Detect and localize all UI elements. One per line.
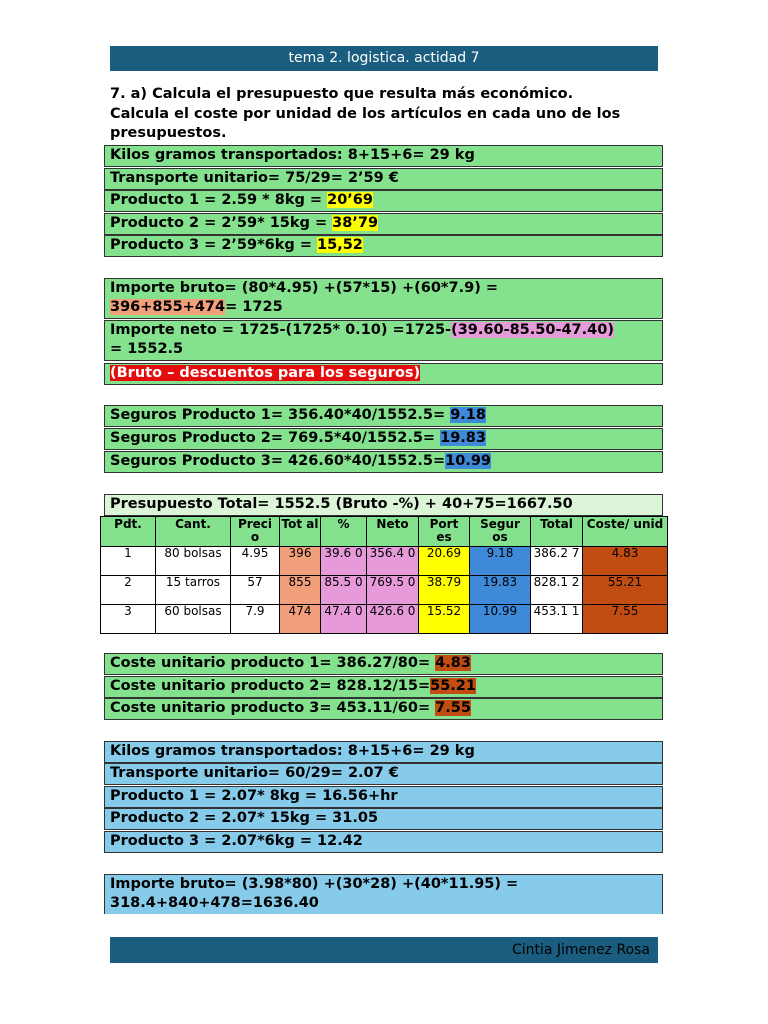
- table-row: [101, 605, 668, 634]
- table-cell: 386.2 7: [531, 547, 583, 576]
- table-cell: 7.55: [583, 605, 668, 634]
- transporte-text: Transporte unitario= 75/29= 2’59 €: [110, 170, 399, 186]
- table-header: Coste/ unid: [583, 517, 668, 547]
- table-header: Neto: [367, 517, 419, 547]
- kilos-text: Kilos gramos transportados: 8+15+6= 29 kg: [110, 147, 475, 163]
- table-cell: 769.5 0: [367, 576, 419, 605]
- importe-bruto-line1: Importe bruto= (80*4.95) +(57*15) +(60*7.9) =: [110, 280, 499, 296]
- question-line: 7. a) Calcula el presupuesto que resulta más económico.: [110, 86, 574, 102]
- table-row: [101, 576, 668, 605]
- table-cell: 38.79: [419, 576, 470, 605]
- table-cell: 60 bolsas: [156, 605, 231, 634]
- table-cell: 19.83: [470, 576, 531, 605]
- table-cell: 2: [101, 576, 156, 605]
- table-cell: 10.99: [470, 605, 531, 634]
- blue-importe-line1: Importe bruto= (3.98*80) +(30*28) +(40*11.95) =: [110, 876, 519, 892]
- blue-transporte-text: Transporte unitario= 60/29= 2.07 €: [110, 765, 399, 781]
- producto2-text: Producto 2 = 2’59* 15kg =: [110, 215, 333, 231]
- table-cell: 15.52: [419, 605, 470, 634]
- note-text: (Bruto – descuentos para los seguros): [110, 365, 421, 381]
- table-cell: 855: [280, 576, 321, 605]
- seguro2-row: [104, 428, 663, 450]
- table-header: Total: [531, 517, 583, 547]
- page-header: [110, 46, 658, 71]
- presupuesto-total-text: Presupuesto Total= 1552.5 (Bruto -%) + 40+75=1667.50: [110, 496, 573, 512]
- table-cell: 453.1 1: [531, 605, 583, 634]
- producto2-row: [104, 213, 663, 235]
- table-cell: 356.4 0: [367, 547, 419, 576]
- coste1-value: 4.83: [435, 655, 471, 671]
- blue-producto1-row: [104, 786, 663, 808]
- importe-bruto-result: = 1725: [225, 299, 283, 315]
- blue-producto1-text: Producto 1 = 2.07* 8kg = 16.56+hr: [110, 788, 398, 804]
- table-header-row: [101, 517, 668, 547]
- blue-importe-bruto-row: [104, 874, 663, 914]
- blue-producto2-text: Producto 2 = 2.07* 15kg = 31.05: [110, 810, 379, 826]
- coste3-text: Coste unitario producto 3= 453.11/60=: [110, 700, 436, 716]
- table-header: Cant.: [156, 517, 231, 547]
- blue-kilos-row: [104, 741, 663, 763]
- table-cell: 15 tarros: [156, 576, 231, 605]
- table-cell: 1: [101, 547, 156, 576]
- table-cell: 474: [280, 605, 321, 634]
- importe-bruto-highlight: 396+855+474: [110, 299, 226, 315]
- table-header: Tot al: [280, 517, 321, 547]
- blue-kilos-text: Kilos gramos transportados: 8+15+6= 29 kg: [110, 743, 475, 759]
- table-cell: 7.9: [231, 605, 280, 634]
- producto2-value: 38’79: [332, 215, 379, 231]
- question-line: presupuestos.: [110, 125, 227, 141]
- coste3-row: [104, 698, 663, 720]
- blue-producto3-row: [104, 831, 663, 853]
- table-header: Segur os: [470, 517, 531, 547]
- seguro1-row: [104, 405, 663, 427]
- table-cell: 55.21: [583, 576, 668, 605]
- producto3-row: [104, 235, 663, 257]
- table-cell: 3: [101, 605, 156, 634]
- producto3-value: 15,52: [317, 237, 363, 253]
- table-row: [101, 547, 668, 576]
- coste1-row: [104, 653, 663, 675]
- table-cell: 20.69: [419, 547, 470, 576]
- importe-bruto-row: [104, 278, 663, 319]
- table-cell: 828.1 2: [531, 576, 583, 605]
- table-cell: 39.6 0: [321, 547, 367, 576]
- table-header: Pdt.: [101, 517, 156, 547]
- header-title: tema 2. logistica. actidad 7: [288, 50, 480, 66]
- budget-table: [100, 516, 668, 634]
- table-cell: 9.18: [470, 547, 531, 576]
- seguro1-value: 9.18: [450, 407, 486, 423]
- footer-author: Cintia Jimenez Rosa: [511, 942, 650, 958]
- question-line: Calcula el coste por unidad de los artículos en cada uno de los: [110, 105, 621, 122]
- importe-neto-highlight: (39.60-85.50-47.40): [451, 322, 614, 338]
- table-cell: 57: [231, 576, 280, 605]
- table-cell: 426.6 0: [367, 605, 419, 634]
- presupuesto-total-row: [104, 494, 663, 516]
- importe-neto-row: [104, 320, 663, 361]
- table-cell: 4.83: [583, 547, 668, 576]
- producto1-value: 20’69: [327, 192, 373, 208]
- kilos-row: [104, 145, 663, 167]
- coste2-row: [104, 676, 663, 698]
- producto1-text: Producto 1 = 2.59 * 8kg =: [110, 192, 328, 208]
- table-header: Port es: [419, 517, 470, 547]
- coste1-text: Coste unitario producto 1= 386.27/80=: [110, 655, 436, 671]
- importe-neto-line2: = 1552.5: [110, 341, 184, 357]
- seguro2-text: Seguros Producto 2= 769.5*40/1552.5=: [110, 430, 441, 446]
- seguro2-value: 19.83: [440, 430, 486, 446]
- seguro3-value: 10.99: [445, 453, 492, 469]
- seguro3-text: Seguros Producto 3= 426.60*40/1552.5=: [110, 453, 446, 469]
- table-cell: 85.5 0: [321, 576, 367, 605]
- blue-producto2-row: [104, 808, 663, 830]
- blue-producto3-text: Producto 3 = 2.07*6kg = 12.42: [110, 833, 363, 849]
- table-header: %: [321, 517, 367, 547]
- blue-transporte-row: [104, 763, 663, 785]
- coste2-text: Coste unitario producto 2= 828.12/15=: [110, 678, 431, 694]
- seguro3-row: [104, 451, 663, 473]
- table-cell: 47.4 0: [321, 605, 367, 634]
- table-cell: 396: [280, 547, 321, 576]
- coste3-value: 7.55: [435, 700, 471, 716]
- producto3-text: Producto 3 = 2’59*6kg =: [110, 237, 318, 253]
- transporte-row: [104, 168, 663, 190]
- page-footer: [110, 937, 658, 963]
- seguro1-text: Seguros Producto 1= 356.40*40/1552.5=: [110, 407, 451, 423]
- coste2-value: 55.21: [430, 678, 476, 694]
- table-cell: 4.95: [231, 547, 280, 576]
- importe-neto-prefix: Importe neto = 1725-(1725* 0.10) =1725-: [110, 322, 452, 338]
- question-text: [110, 85, 660, 144]
- table-cell: 80 bolsas: [156, 547, 231, 576]
- note-row: [104, 363, 663, 385]
- producto1-row: [104, 190, 663, 212]
- blue-importe-line2: 318.4+840+478=1636.40: [110, 895, 319, 911]
- table-header: Preci o: [231, 517, 280, 547]
